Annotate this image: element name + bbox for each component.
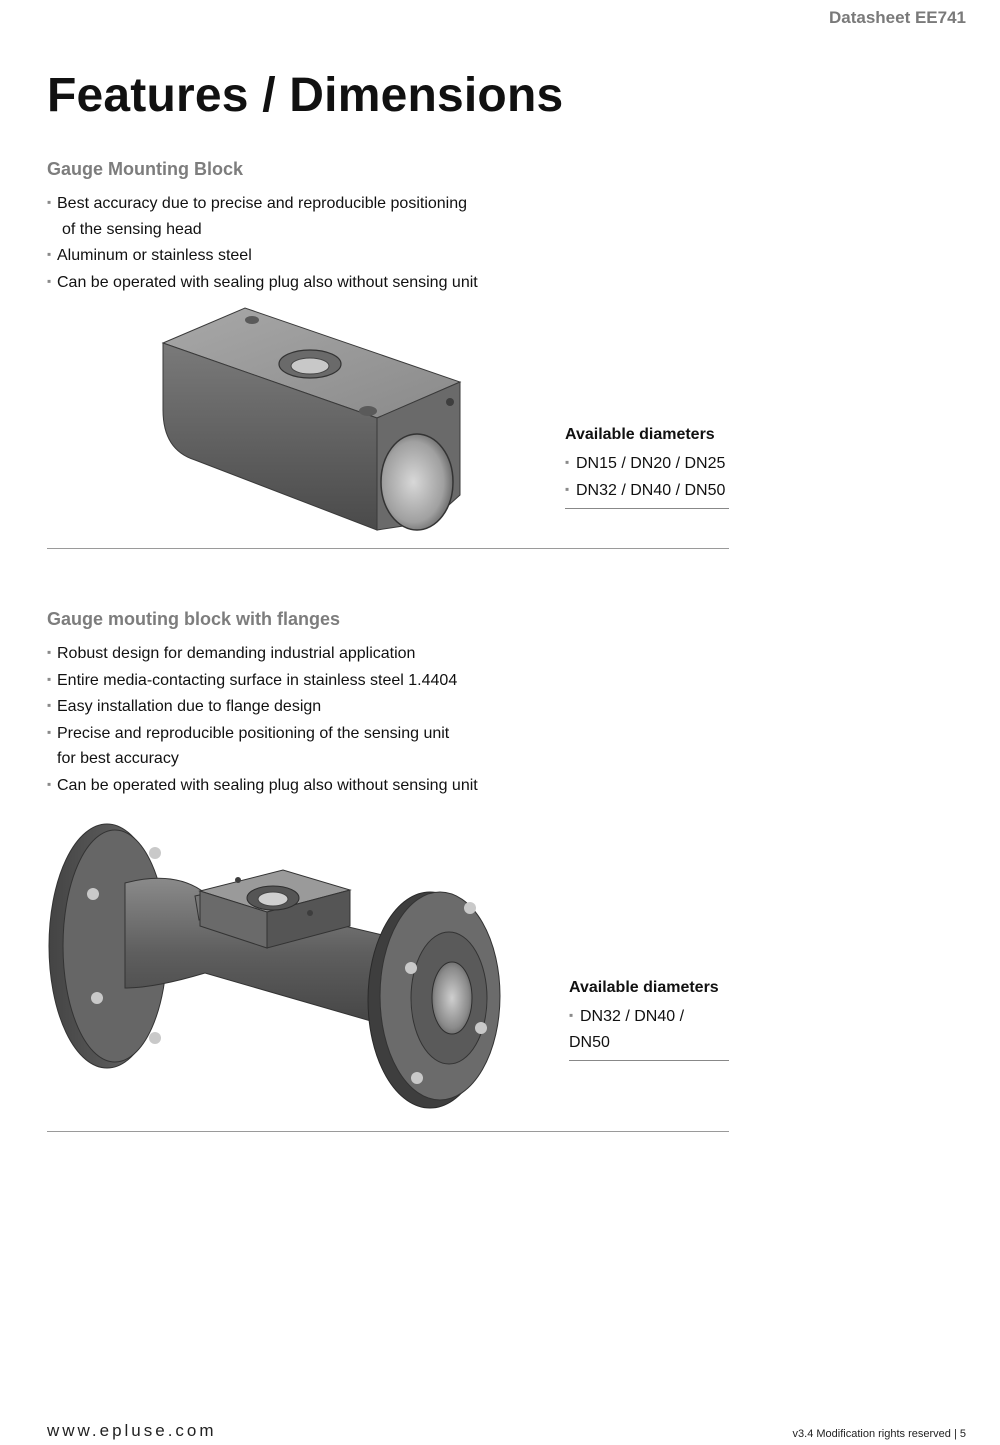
section-heading-flanged-block: Gauge mouting block with flanges bbox=[47, 609, 341, 629]
diameters-title: Available diameters bbox=[569, 979, 719, 996]
footer-url: www.epluse.com bbox=[47, 1421, 217, 1440]
section-divider bbox=[47, 1131, 729, 1132]
bullet-marker: ▪ bbox=[47, 698, 52, 713]
available-diameters-flanged-block bbox=[569, 979, 729, 1061]
page-title: Features / Dimensions bbox=[47, 69, 564, 122]
bullet-marker: ▪ bbox=[47, 724, 52, 739]
list-item: ▪ Aluminum or stainless steel bbox=[47, 242, 478, 269]
mounting-block-illustration bbox=[155, 300, 470, 540]
list-item: ▪ Entire media-contacting surface in stainless steel 1.4404 bbox=[47, 667, 478, 694]
feature-list-flanged-block bbox=[47, 640, 478, 799]
bullet-marker: ▪ bbox=[47, 195, 52, 209]
section-divider bbox=[47, 548, 729, 549]
bullet-marker: ▪ bbox=[569, 1008, 574, 1022]
list-item: ▪ DN15 / DN20 / DN25 bbox=[565, 450, 729, 477]
list-item: ▪ Can be operated with sealing plug also without sensing unit bbox=[47, 772, 478, 799]
section-heading-mounting-block: Gauge Mounting Block bbox=[47, 159, 243, 179]
available-diameters-mounting-block bbox=[565, 426, 729, 509]
bullet-marker: ▪ bbox=[47, 776, 52, 791]
list-item: ▪ Robust design for demanding industrial application bbox=[47, 640, 478, 667]
list-item: ▪ Can be operated with sealing plug also without sensing unit bbox=[47, 269, 478, 296]
list-item: ▪ Best accuracy due to precise and reproducible positioning of the sensing head bbox=[47, 190, 478, 242]
list-item: ▪ DN32 / DN40 / DN50 bbox=[569, 1003, 729, 1055]
bullet-marker: ▪ bbox=[47, 273, 52, 288]
bullet-marker: ▪ bbox=[565, 481, 570, 496]
footer-version-info: v3.4 Modification rights reserved | 5 bbox=[792, 1428, 966, 1440]
bullet-marker: ▪ bbox=[565, 455, 570, 469]
list-item: ▪ Precise and reproducible positioning of the sensing unit for best accuracy bbox=[47, 720, 478, 772]
bullet-marker: ▪ bbox=[47, 247, 52, 262]
feature-list-mounting-block bbox=[47, 190, 478, 295]
datasheet-header: Datasheet EE741 bbox=[828, 8, 966, 27]
bullet-marker: ▪ bbox=[47, 645, 52, 659]
flanged-block-illustration bbox=[45, 808, 510, 1118]
diameters-title: Available diameters bbox=[565, 426, 715, 443]
bullet-marker: ▪ bbox=[47, 671, 52, 686]
list-item: ▪ DN32 / DN40 / DN50 bbox=[565, 477, 729, 504]
list-item: ▪ Easy installation due to flange design bbox=[47, 693, 478, 720]
